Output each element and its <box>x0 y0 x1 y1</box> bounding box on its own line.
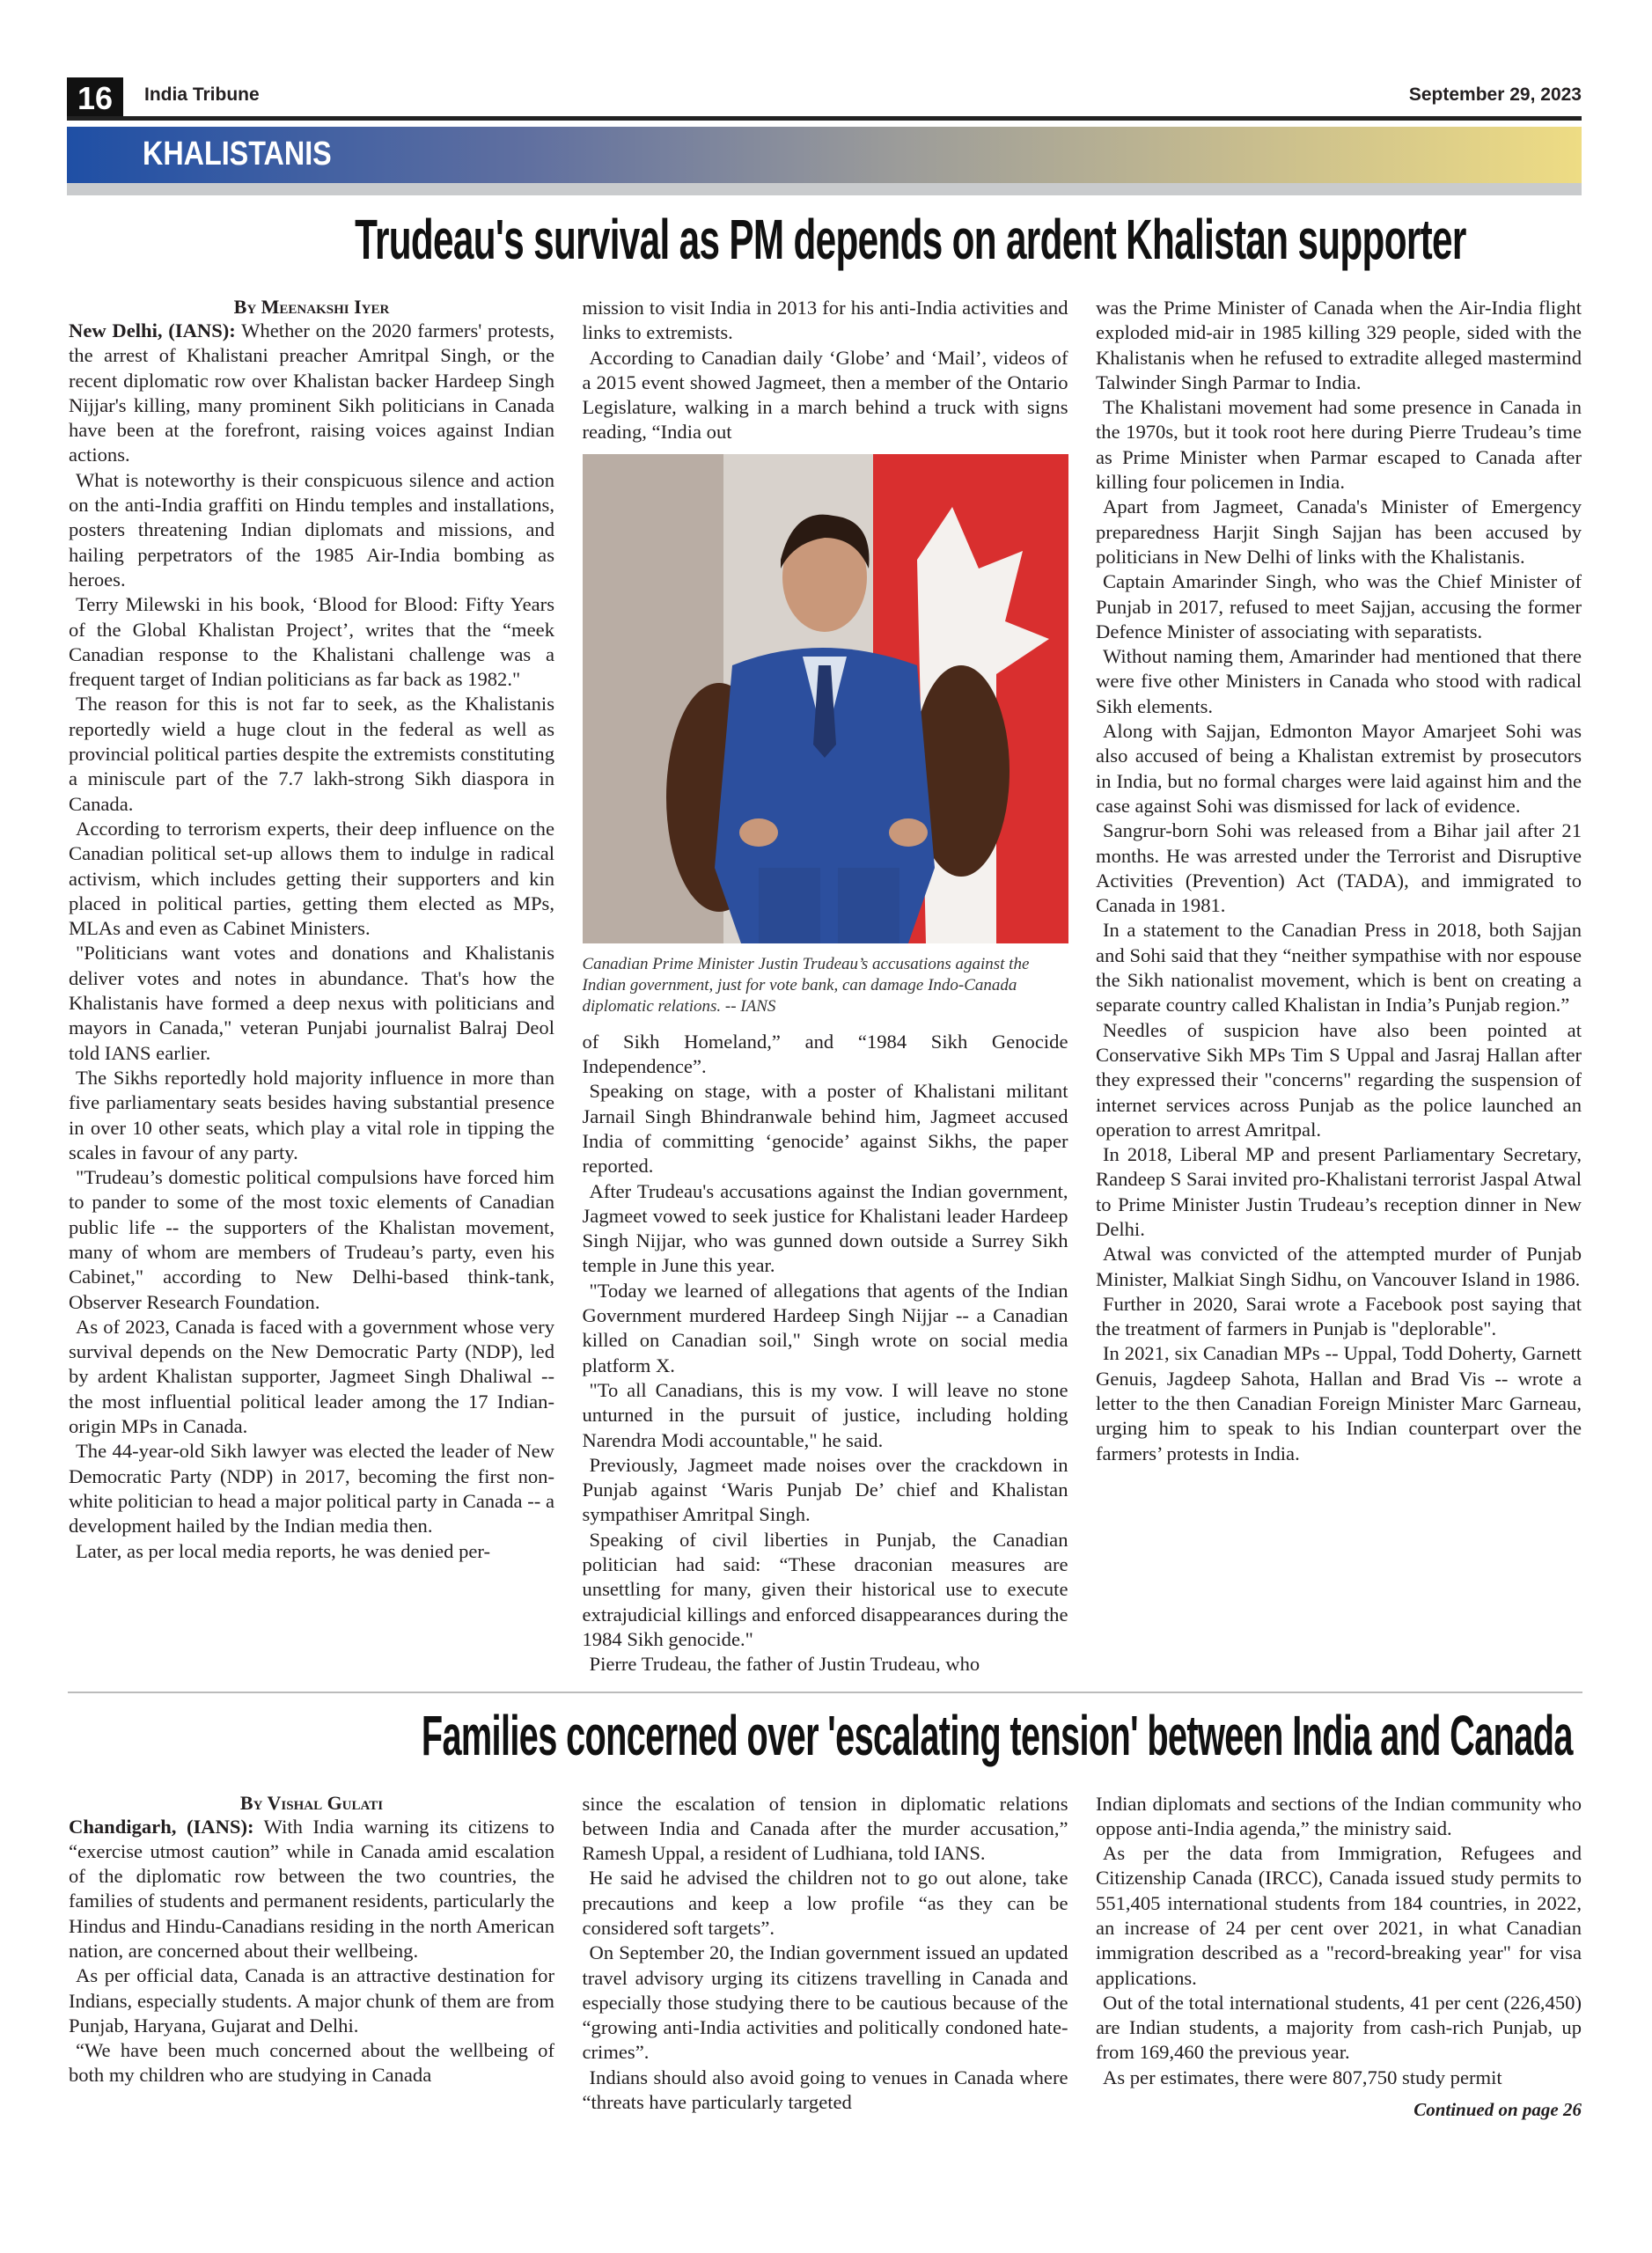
trudeau-photo <box>583 454 1068 943</box>
paragraph: As per estimates, there were 807,750 study permit <box>1103 2066 1502 2088</box>
paragraph: Further in 2020, Sarai wrote a Facebook post saying that the treatment of farmers in Punjab is "deplorable". <box>1096 1292 1582 1340</box>
paragraph: mission to visit India in 2013 for his anti-India activities and links to extremists. <box>582 297 1068 344</box>
article-divider <box>68 1692 1582 1693</box>
article1-headline <box>69 204 1582 280</box>
byline: By Meenakshi Iyer <box>233 296 390 318</box>
paragraph: The Khalistani movement had some presence in Canada in the 1970s, but it took root here during Pierre Trudeau’s time as Prime Minister when Parmar escaped to Canada after killing four policemen in India. <box>1096 396 1582 494</box>
paragraph-text: Whether on the 2020 farmers' protests, the arrest of Khalistani preacher Amritpal Singh, or the recent diplomatic row over Khalistan backer Hardeep Singh Nijjar's killing, many prominent Sikh politicians in Canada have been at the forefront, raising voices against Indian actions. <box>69 319 554 466</box>
paragraph: since the escalation of tension in diplomatic relations between India and Canada after the murder accusation,” Ramesh Uppal, a resident of Ludhiana, told IANS. <box>582 1792 1068 1865</box>
paragraph: The Sikhs reportedly hold majority influence in more than five parliamentary seats besides having substantial presence in over 10 other seats, which play a vital role in tipping the scales in favour of any party. <box>69 1066 554 1163</box>
paragraph-text: With India warning its citizens to “exercise utmost caution” while in Canada amid escalation of the diplomatic row between the two countries, the families of students and permanent residents, particularly the Hindus and Hindu-Canadians residing in the north American nation, are concerned about their wellbeing. <box>69 1815 555 1962</box>
article2-column-1 <box>69 1792 554 2088</box>
paragraph: "Today we learned of allegations that agents of the Indian Government murdered Hardeep Singh Nijjar -- a Canadian killed on Canadian soil," Singh wrote on social media platform X. <box>582 1279 1068 1376</box>
article2-body <box>69 1792 1582 2123</box>
paragraph: Pierre Trudeau, the father of Justin Trudeau, who <box>589 1653 980 1676</box>
paragraph: Speaking of civil liberties in Punjab, the Canadian politician had said: “These draconian measures are unsettling for many, given their historical use to execute extrajudicial killings and enforced disappearances during the 1984 Sikh genocide." <box>582 1528 1068 1650</box>
paragraph: In 2021, six Canadian MPs -- Uppal, Todd Doherty, Garnett Genuis, Jagdeep Sahota, Hallan and Brad Vis -- wrote a letter to the then Canadian Foreign Minister Marc Garneau, urging him to speak to his Indian counterpart over the farmers’ protests in India. <box>1096 1342 1582 1464</box>
paragraph: Captain Amarinder Singh, who was the Chief Minister of Punjab in 2017, refused to meet Sajjan, accusing the former Defence Minister of associating with separatists. <box>1096 570 1582 642</box>
paragraph: Without naming them, Amarinder had mentioned that there were five other Ministers in Canada who stood with radical Sikh elements. <box>1096 645 1582 717</box>
issue-date: September 29, 2023 <box>1408 84 1582 105</box>
article2-column-3 <box>1096 1792 1582 2123</box>
paragraph: According to terrorism experts, their deep influence on the Canadian political set-up allows them to indulge in radical activism, which includes getting their supporters and kin placed in political parties, getting them elected as MPs, MLAs and even as Cabinet Ministers. <box>69 817 554 940</box>
paragraph: Needles of suspicion have also been pointed at Conservative Sikh MPs Tim S Uppal and Jasraj Hallan after they expressed their "concerns" regarding the suspension of internet services across Punjab as the police launched an operation to arrest Amritpal. <box>1096 1018 1582 1141</box>
article1-column-2 <box>583 296 1068 1677</box>
article1-column-1 <box>69 296 554 1564</box>
photo-caption: Canadian Prime Minister Justin Trudeau’s accusations against the Indian government, just for vote bank, can damage Indo-Canada diplomatic relations. -- IANS <box>582 954 1030 1016</box>
paragraph: As of 2023, Canada is faced with a government whose very survival depends on the New Democratic Party (NDP), led by ardent Khalistan supporter, Jagmeet Singh Dhaliwal -- the most influential political leader among the 17 Indian-origin MPs in Canada. <box>69 1315 554 1438</box>
paragraph: "To all Canadians, this is my vow. I will leave no stone unturned in the pursuit of justice, including holding Narendra Modi accountable," he said. <box>582 1378 1068 1451</box>
headline-text: Trudeau's survival as PM depends on ardent Khalistan supporter <box>355 208 1466 271</box>
paragraph: According to Canadian daily ‘Globe’ and ‘Mail’, videos of a 2015 event showed Jagmeet, then a member of the Ontario Legislature, walking in a march behind a truck with signs reading, “India out <box>582 346 1068 444</box>
paragraph: Sangrur-born Sohi was released from a Bihar jail after 21 months. He was arrested under the Terrorist and Disruptive Activities (Prevention) Act (TADA), and immigrated to Canada in 1981. <box>1096 819 1582 917</box>
dateline: Chandigarh, (IANS): <box>69 1815 254 1838</box>
dateline: New Delhi, (IANS): <box>69 319 236 341</box>
paragraph: After Trudeau's accusations against the Indian government, Jagmeet vowed to seek justice for Khalistani leader Hardeep Singh Nijjar, who was gunned down outside a Surrey Sikh temple in June this year. <box>582 1179 1068 1277</box>
paragraph: "Trudeau’s domestic political compulsions have forced him to pander to some of the most toxic elements of Canadian public life -- the supporters of the Khalistan movement, many of whom are members of Trudeau’s party, even his Cabinet," according to New Delhi-based think-tank, Observer Research Foundation. <box>69 1166 554 1313</box>
paragraph: As per the data from Immigration, Refugees and Citizenship Canada (IRCC), Canada issued study permits to 551,405 international students from 184 countries, in 2022, an increase of 24 per cent over 2021, in what Canadian immigration described as a "record-breaking year" for visa applications. <box>1096 1842 1582 1989</box>
paragraph <box>69 319 554 468</box>
paragraph: "Politicians want votes and donations and Khalistanis deliver votes and notes in abundance. That's how the Khalistanis have formed a deep nexus with politicians and mayors in Canada," veteran Punjabi journalist Balraj Deol told IANS earlier. <box>69 942 554 1064</box>
paragraph: Speaking on stage, with a poster of Khalistani militant Jarnail Singh Bhindranwale behind him, Jagmeet accused India of committing ‘genocide’ against Sikhs, the paper reported. <box>582 1080 1068 1178</box>
paragraph: Later, as per local media reports, he was denied per- <box>76 1539 491 1562</box>
paragraph: The reason for this is not far to seek, as the Khalistanis reportedly wield a huge clout in the federal as well as provincial political parties despite the extremists constituting a miniscule part of the 7.7 lakh-strong Sikh diaspora in Canada. <box>69 693 554 815</box>
paragraph: Apart from Jagmeet, Canada's Minister of Emergency preparedness Harjit Singh Sajjan has been accused by politicians in New Delhi of links with the Khalistanis. <box>1096 495 1582 568</box>
paragraph: The 44-year-old Sikh lawyer was elected the leader of New Democratic Party (NDP) in 2017, becoming the first non-white politician to head a major political party in Canada -- a development hailed by the Indian media then. <box>69 1440 554 1537</box>
publication-name: India Tribune <box>144 84 260 105</box>
headline-text: Families concerned over 'escalating tension' between India and Canada <box>421 1703 1573 1767</box>
paragraph: He said he advised the children not to go out alone, take precautions and keep a low profile “as they can be considered soft targets”. <box>582 1867 1068 1939</box>
page-number: 16 <box>67 77 123 120</box>
paragraph: Out of the total international students, 41 per cent (226,450) are Indian students, a majority from cash-rich Punjab, up from 169,460 the previous year. <box>1096 1991 1582 2064</box>
paragraph: of Sikh Homeland,” and “1984 Sikh Genocide Independence”. <box>582 1030 1068 1078</box>
paragraph: On September 20, the Indian government issued an updated travel advisory urging its citizens travelling in Canada and especially those studying there to be cautious because of the “growing anti-India activities and politically condoned hate-crimes”. <box>582 1941 1068 2064</box>
paragraph: Indian diplomats and sections of the Indian community who oppose anti-India agenda,” the ministry said. <box>1096 1792 1582 1839</box>
paragraph: Atwal was convicted of the attempted murder of Punjab Minister, Malkiat Singh Sidhu, on Vancouver Island in 1986. <box>1096 1243 1582 1290</box>
paragraph: In 2018, Liberal MP and present Parliamentary Secretary, Randeep S Sarai invited pro-Khalistani terrorist Jaspal Atwal to Prime Minister Justin Trudeau’s reception dinner in New Delhi. <box>1096 1143 1582 1240</box>
byline: By Vishal Gulati <box>239 1791 384 1814</box>
paragraph: In a statement to the Canadian Press in 2018, both Sajjan and Sohi said that they “neither sympathise with nor espouse the Sikh nationalist movement, which is bent on creating a separate country called Khalistan in India’s Punjab region.” <box>1096 919 1582 1016</box>
paragraph: What is noteworthy is their conspicuous silence and action on the anti-India graffiti on Hindu temples and installations, posters threatening Indian diplomats and missions, and hailing perpetrators of the 1985 Air-India bombing as heroes. <box>69 468 554 591</box>
paragraph: “We have been much concerned about the wellbeing of both my children who are studying in Canada <box>69 2039 554 2087</box>
article1-body <box>69 296 1582 1677</box>
article1-column-3 <box>1096 296 1582 1466</box>
article2-column-2 <box>583 1792 1068 2116</box>
paragraph: Previously, Jagmeet made noises over the crackdown in Punjab against ‘Waris Punjab De’ chief and Khalistan sympathiser Amritpal Singh. <box>582 1453 1068 1526</box>
paragraph: Indians should also avoid going to venues in Canada where “threats have particularly targeted <box>582 2066 1068 2114</box>
continued-link[interactable]: Continued on page 26 <box>1413 2099 1582 2121</box>
paragraph: was the Prime Minister of Canada when the Air-India flight exploded mid-air in 1985 killing 329 people, sided with the Khalistanis when he refused to extradite alleged mastermind Talwinder Singh Parmar to India. <box>1096 297 1582 393</box>
paragraph: Terry Milewski in his book, ‘Blood for Blood: Fifty Years of the Global Khalistan Project’, writes that the “meek Canadian response to the Khalistani challenge was a frequent target of Indian politicians as far back as 1982." <box>69 593 554 691</box>
article2-headline <box>69 1700 1582 1776</box>
paragraph <box>69 1815 554 1964</box>
paragraph: As per official data, Canada is an attractive destination for Indians, especially students. A major chunk of them are from Punjab, Haryana, Gujarat and Delhi. <box>69 1964 554 2037</box>
section-title: KHALISTANIS <box>143 136 332 172</box>
photo-image <box>583 454 1068 943</box>
paragraph: Along with Sajjan, Edmonton Mayor Amarjeet Sohi was also accused of being a Khalistan extremist by prosecutors in India, but no formal charges were laid against him and the case against Sohi was dismissed for lack of evidence. <box>1096 720 1582 817</box>
